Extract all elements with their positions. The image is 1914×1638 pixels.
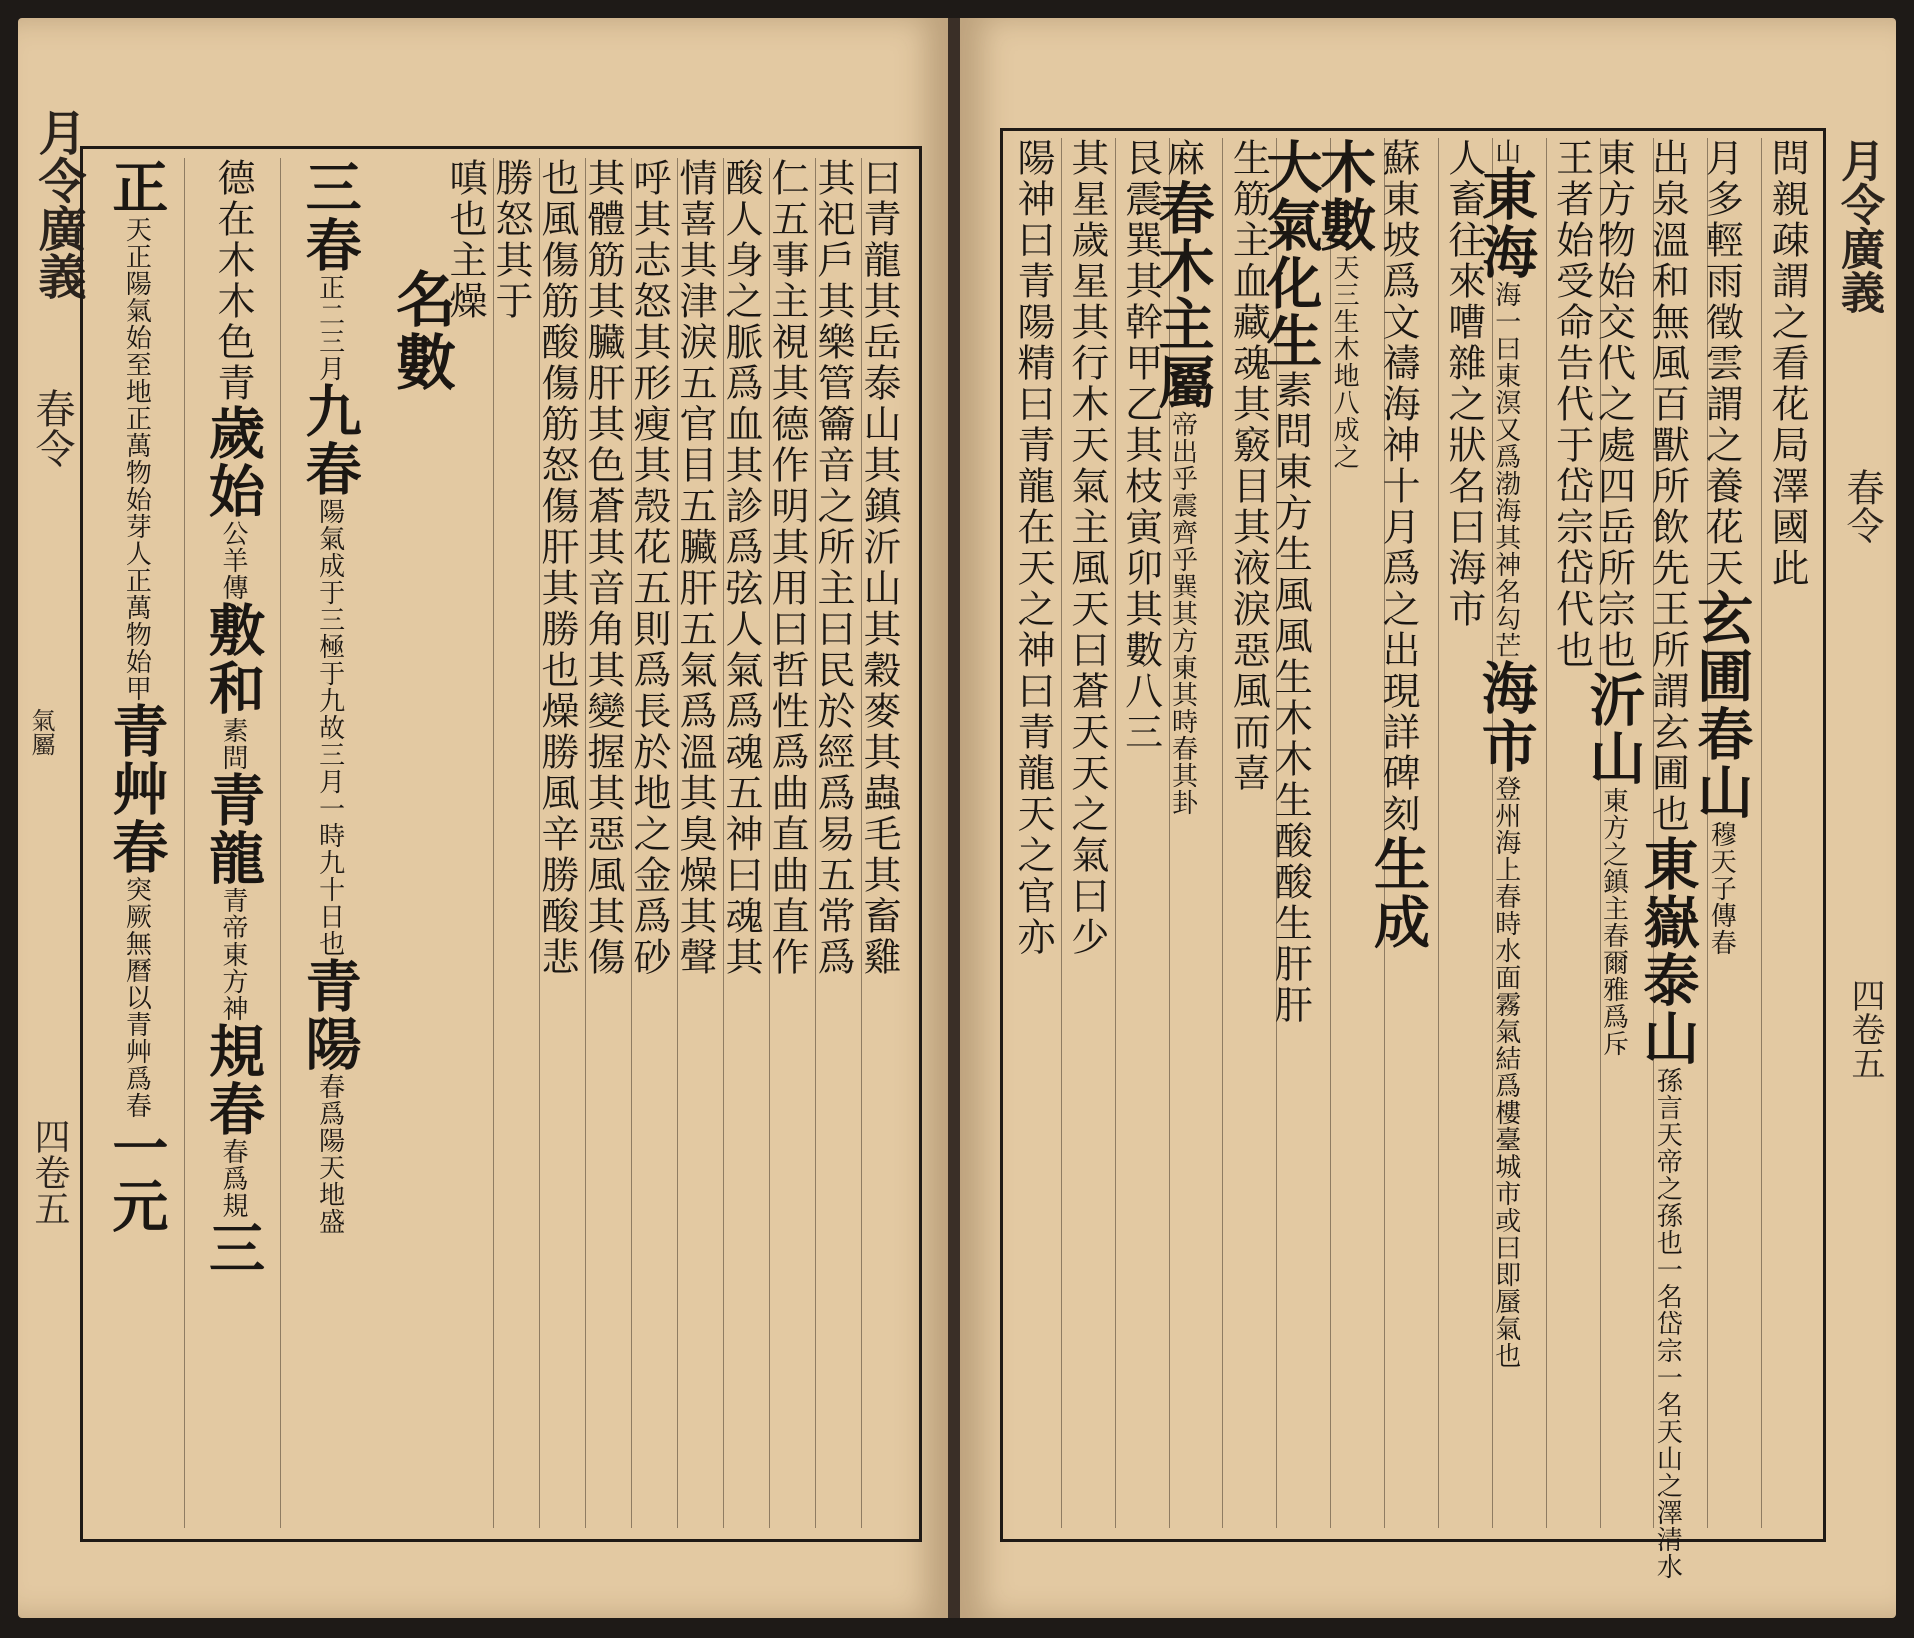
headword: 生成: [1365, 835, 1431, 951]
text-segment: 也風傷筋酸傷筋怒傷肝其勝也燥勝風辛勝酸悲: [535, 158, 579, 978]
text-segment: 素問東方生風風生木木生酸酸生肝肝: [1268, 370, 1313, 1026]
text-segment: 陽氣成于三極于九故三月一時九十日也: [314, 498, 345, 957]
text-column: [290, 158, 370, 1235]
column-rule: [585, 158, 586, 1528]
text-column: [1688, 138, 1761, 956]
text-column: [1117, 138, 1169, 753]
headword: 東海: [1472, 165, 1539, 281]
text-segment: 東方之鎮主春爾雅爲斥: [1598, 787, 1629, 1057]
column-rule: [1330, 138, 1331, 1528]
text-segment: 東方物始交代之處四岳所宗也: [1591, 138, 1636, 671]
column-rule: [677, 158, 678, 1528]
column-rule: [1761, 138, 1762, 1528]
column-rule: [1438, 138, 1439, 1528]
text-column: [673, 158, 723, 978]
right-section-label: 春令: [1840, 468, 1884, 544]
text-segment: 陽神曰青陽精曰青龍在天之神曰青龍天之官亦: [1010, 138, 1055, 958]
headword: 青艸春: [103, 702, 170, 876]
text-segment: 孫言天帝之孫也一名岱宗一名天山之澤清水: [1652, 1067, 1683, 1580]
left-heading: 名數: [386, 268, 456, 394]
text-segment: 麻: [1160, 138, 1205, 179]
text-segment: 天三生木地八成之: [1329, 254, 1360, 470]
text-segment: 仁五事主視其德作明其用曰哲性爲曲直曲直作: [765, 158, 809, 978]
headword: 三: [200, 1219, 266, 1277]
text-segment: 出泉溫和無風百獸所飲先王所謂玄圃也: [1645, 138, 1690, 835]
right-page: [960, 18, 1896, 1618]
column-rule: [1169, 138, 1170, 1528]
text-column: [1257, 138, 1330, 1026]
text-segment: 艮震巽其幹甲乙其枝寅卯其數八三: [1118, 138, 1163, 753]
text-column: [1440, 138, 1492, 630]
text-segment: 素問: [218, 717, 248, 771]
text-column: [1580, 138, 1653, 1057]
text-segment: 嗔也主燥: [443, 158, 487, 322]
column-rule: [723, 158, 724, 1528]
text-segment: 公羊傳: [218, 520, 248, 601]
text-column: [581, 158, 631, 978]
text-segment: 青帝東方神: [218, 887, 248, 1022]
column-rule: [1276, 138, 1277, 1528]
text-segment: 正二三月: [314, 274, 345, 382]
left-entry-columns: [88, 158, 378, 1528]
headword: 春木主屬: [1149, 179, 1216, 411]
text-column: [627, 158, 677, 978]
headword: 東嶽泰山: [1634, 835, 1701, 1067]
text-segment: 月多輕雨徵雲謂之養花天: [1699, 138, 1744, 589]
column-rule: [1653, 138, 1654, 1528]
text-segment: 其體筋其臟肝其色蒼其音角其變握其惡風其傷: [581, 158, 625, 978]
text-column: [489, 158, 539, 322]
text-column: [193, 158, 273, 1277]
column-rule: [493, 158, 494, 1528]
text-column: [96, 158, 176, 1235]
text-segment: 春爲規: [218, 1138, 248, 1219]
text-segment: 呼其志怒其形瘦其殼花五則爲長於地之金爲砂: [627, 158, 671, 978]
right-body-text: [1008, 138, 1816, 1580]
text-segment: 德在木木色青: [211, 158, 255, 404]
text-column: [1472, 138, 1546, 1369]
headword: 玄圃春山: [1688, 589, 1755, 821]
headword: 木數: [1311, 138, 1378, 254]
text-segment: 蘇東坡爲文禱海神十月爲之出現詳碑刻: [1376, 138, 1420, 835]
column-rule: [1546, 138, 1547, 1528]
column-rule: [1222, 138, 1223, 1528]
headword: 規春: [200, 1022, 266, 1138]
headword: 正: [103, 158, 170, 216]
left-fold-label: 四卷五: [29, 1118, 70, 1226]
text-column: [1149, 138, 1223, 816]
text-segment: 曰青龍其岳泰山其鎮沂山其穀麥其蟲毛其畜雞: [857, 158, 901, 978]
text-segment: 酸人身之脈爲血其診爲弦人氣爲魂五神曰魂其: [719, 158, 763, 978]
text-segment: 登州海上春時水面霧氣結爲樓臺城市或曰即蜃氣也: [1490, 775, 1521, 1369]
text-segment: 王者始受命告代于岱宗岱代也: [1549, 138, 1594, 671]
headword: 三春: [296, 158, 363, 274]
text-segment: 海一曰東溟又爲渤海其神名勾芒: [1490, 281, 1521, 659]
column-rule: [1115, 138, 1116, 1528]
right-fold-label: 四卷五: [1845, 978, 1885, 1080]
text-segment: 其星歲星其行木天氣主風天曰蒼天天之氣曰少: [1064, 138, 1109, 958]
text-column: [1634, 138, 1707, 1580]
left-page: [18, 18, 948, 1618]
text-segment: 天正陽氣始至地正萬物始芽人正萬物始甲: [121, 216, 152, 702]
column-rule: [1384, 138, 1385, 1528]
headword: 敷和: [200, 601, 266, 717]
left-body-text: [443, 158, 908, 1528]
column-rule: [1707, 138, 1708, 1528]
text-column: [811, 158, 861, 978]
headword: 大氣化生: [1257, 138, 1324, 370]
text-column: [1009, 138, 1061, 958]
column-rule: [280, 158, 281, 1528]
text-segment: 山: [1490, 138, 1521, 165]
text-column: [1548, 138, 1600, 671]
headword: 青陽: [296, 957, 363, 1073]
text-segment: 問親疎謂之看花局澤國此: [1765, 138, 1810, 589]
headword: 歲始: [200, 404, 266, 520]
column-rule: [1061, 138, 1062, 1528]
column-rule: [861, 158, 862, 1528]
book-gutter: [948, 18, 960, 1618]
column-rule: [631, 158, 632, 1528]
left-running-title: 月令廣義: [30, 108, 86, 300]
text-column: [1224, 138, 1276, 794]
column-rule: [184, 158, 185, 1528]
text-segment: 突厥無曆以青艸爲春: [121, 876, 152, 1119]
text-segment: 帝出乎震齊乎巽其方東其時春其卦: [1167, 411, 1198, 816]
headword: 海市: [1472, 659, 1539, 775]
text-column: [765, 158, 815, 978]
column-rule: [1492, 138, 1493, 1528]
text-segment: 生筋主血藏魂其竅目其液淚惡風而喜: [1226, 138, 1271, 794]
text-column: [1365, 138, 1438, 951]
text-column: [857, 158, 907, 978]
text-segment: 其祀戶其樂管籥音之所主曰民於經爲易五常爲: [811, 158, 855, 978]
text-column: [719, 158, 769, 978]
headword: 九春: [296, 382, 363, 498]
headword: 沂山: [1580, 671, 1647, 787]
text-segment: 穆天子傳春: [1706, 821, 1737, 956]
right-running-title: 月令廣義: [1833, 138, 1884, 314]
text-column: [535, 158, 585, 978]
headword: 一元: [103, 1119, 170, 1235]
column-rule: [815, 158, 816, 1528]
text-segment: 人畜往來嘈雜之狀名曰海市: [1441, 138, 1486, 630]
text-segment: 勝怒其于: [489, 158, 533, 322]
headword: 青龍: [200, 771, 266, 887]
left-side-note: 氣屬: [27, 708, 55, 756]
column-rule: [1600, 138, 1601, 1528]
left-section-label: 春令: [29, 388, 75, 468]
column-rule: [769, 158, 770, 1528]
text-segment: 春爲陽天地盛: [314, 1073, 345, 1235]
text-column: [1063, 138, 1115, 958]
text-column: [1763, 138, 1815, 589]
text-column: [1311, 138, 1384, 470]
column-rule: [539, 158, 540, 1528]
text-segment: 情喜其津淚五官目五臟肝五氣爲溫其臭燥其聲: [673, 158, 717, 978]
